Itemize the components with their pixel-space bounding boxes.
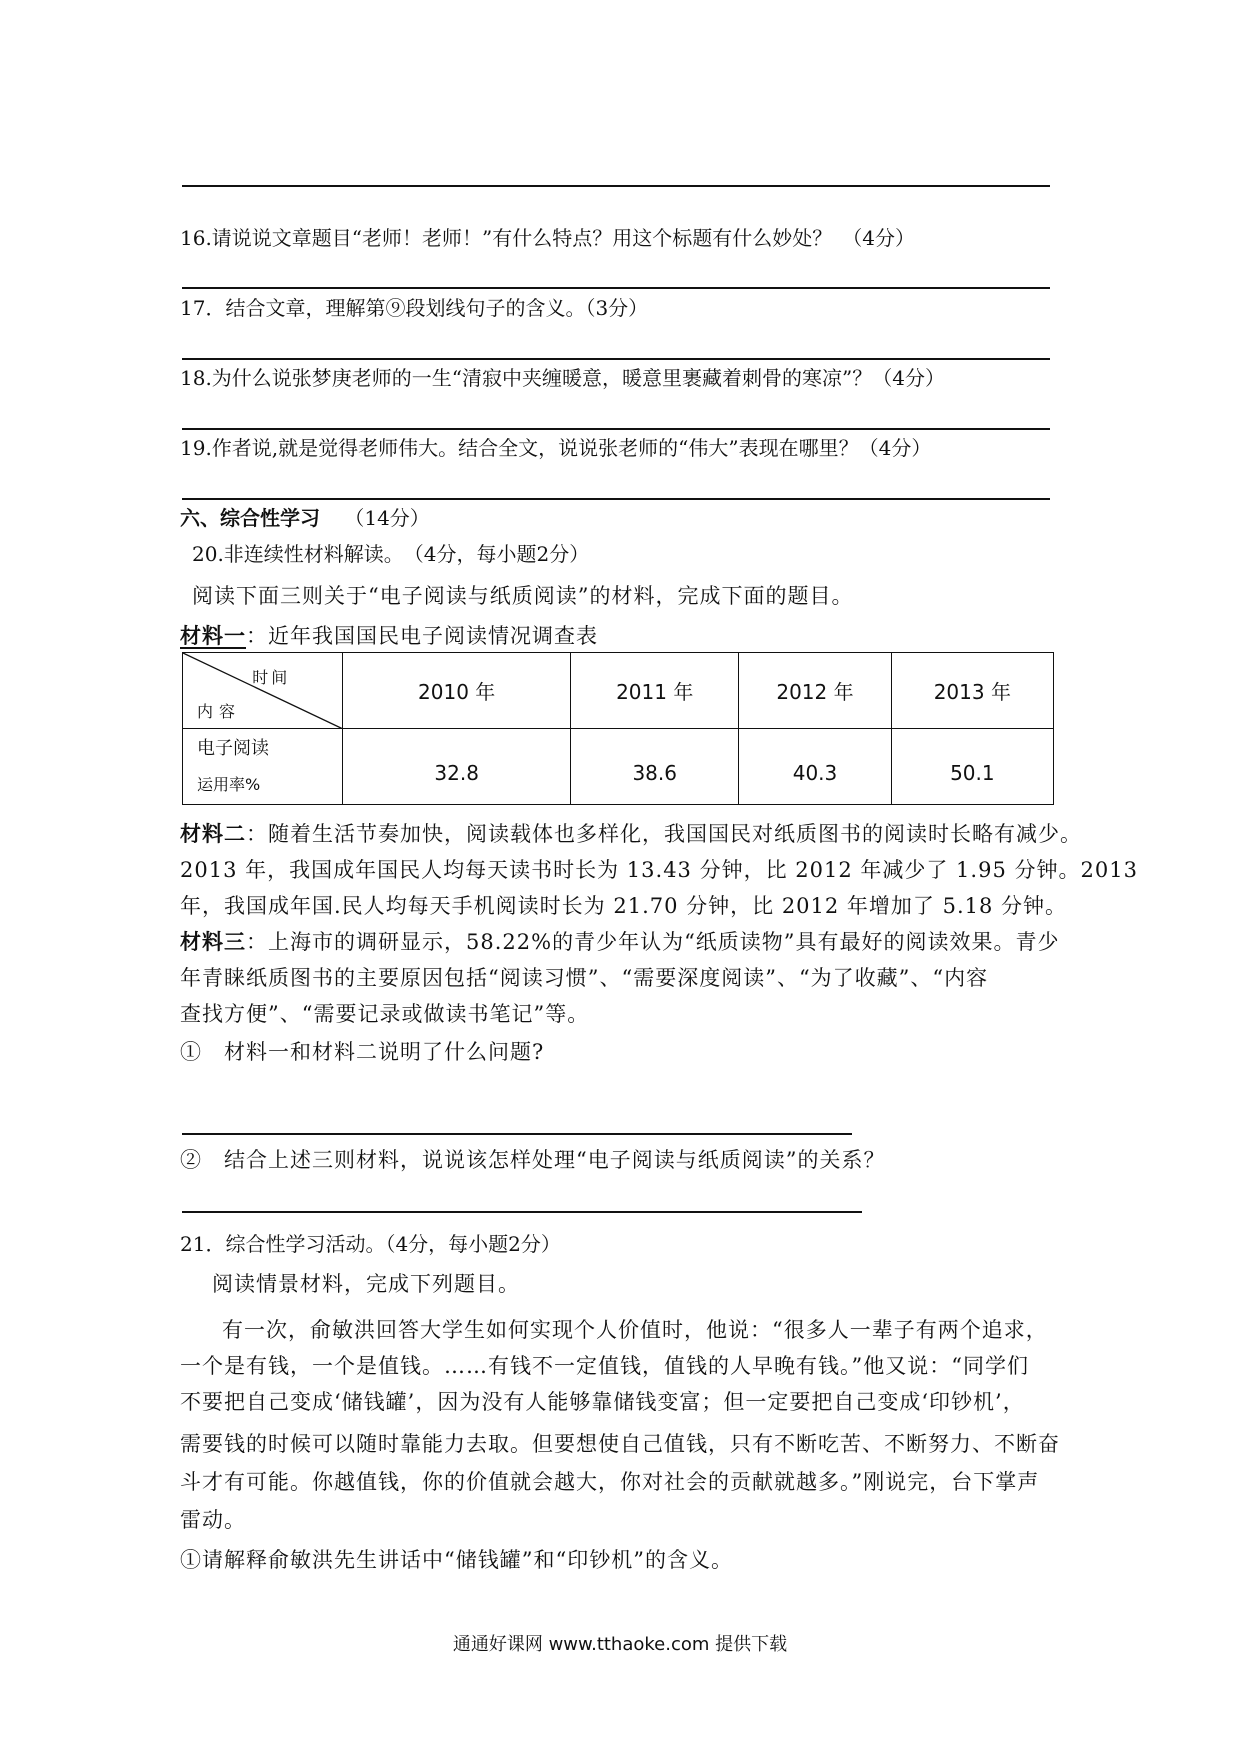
year-header: 2010 年: [343, 653, 571, 729]
material-1-label: 材料一: [180, 623, 246, 648]
material-1-caption: [180, 624, 598, 648]
answer-line: [182, 428, 1050, 430]
answer-line: [182, 185, 1050, 187]
material-3-label: 材料三: [180, 929, 246, 954]
material-3-line: [180, 930, 1060, 954]
answer-line: [182, 1211, 862, 1213]
passage-line: 一个是有钱，一个是值钱。……有钱不一定值钱，值钱的人早晚有钱。”他又说：“同学们: [180, 1354, 1029, 1378]
material-2-text: ：随着生活节奏加快，阅读载体也多样化，我国国民对纸质图书的阅读时长略有减少。: [246, 822, 1082, 846]
material-3-text: ：上海市的调研显示，58.22%的青少年认为“纸质读物”具有最好的阅读效果。青少: [246, 930, 1060, 954]
question-20-intro: 阅读下面三则关于“电子阅读与纸质阅读”的材料，完成下面的题目。: [192, 584, 854, 608]
row-header-line-2: 运用率%: [197, 774, 261, 794]
material-2-line: 2013 年，我国成年国民人均每天读书时长为 13.43 分钟，比 2012 年减少了 1.95 分钟。2013: [180, 858, 1138, 882]
page-footer: 通通好课网 www.tthaoke.com 提供下载: [452, 1634, 788, 1655]
answer-line: [182, 287, 1050, 289]
material-3-line: 年青睐纸质图书的主要原因包括“阅读习惯”、“需要深度阅读”、“为了收藏”、“内容: [180, 966, 989, 990]
corner-label-content: 内容: [197, 702, 242, 721]
passage-line: 需要钱的时候可以随时靠能力去取。但要想使自己值钱，只有不断吃苦、不断努力、不断奋: [180, 1432, 1060, 1456]
question-20-title: 20.非连续性材料解读。 （4分，每小题2分）: [192, 542, 590, 566]
question-21-sub-1: ①请解释俞敏洪先生讲话中“储钱罐”和“印钞机”的含义。: [180, 1548, 733, 1572]
section-title: 六、综合性学习: [180, 506, 320, 530]
passage-line: 不要把自己变成‘储钱罐’，因为没有人能够靠储钱变富；但一定要把自己变成‘印钞机’，: [180, 1390, 1025, 1414]
passage-line: 斗才有可能。你越值钱，你的价值就会越大，你对社会的贡献就越多。”刚说完，台下掌声: [180, 1470, 1040, 1494]
question-21-intro: 阅读情景材料，完成下列题目。: [212, 1272, 520, 1296]
question-20-sub-1: ① 材料一和材料二说明了什么问题?: [180, 1040, 545, 1064]
passage-line: 有一次，俞敏洪回答大学生如何实现个人价值时，他说：“很多人一辈子有两个追求，: [222, 1318, 1048, 1342]
question-19: 19.作者说,就是觉得老师伟大。结合全文，说说张老师的“伟大”表现在哪里？（4分）: [180, 436, 932, 460]
section-heading: [180, 506, 430, 530]
question-18: 18.为什么说张梦庚老师的一生“清寂中夹缠暖意，暖意里裹藏着刺骨的寒凉”？（4分）: [180, 366, 945, 390]
material-3-line: 查找方便”、“需要记录或做读书笔记”等。: [180, 1002, 590, 1026]
table-cell: 40.3: [739, 729, 891, 805]
table-corner-cell: [183, 653, 343, 729]
section-score: （14分）: [344, 506, 430, 530]
table-cell: 50.1: [891, 729, 1053, 805]
row-header: [183, 729, 343, 805]
question-21-title: 21．综合性学习活动。（4分，每小题2分）: [180, 1232, 561, 1256]
year-header: 2011 年: [571, 653, 739, 729]
material-2-line: 年，我国成年国.民人均每天手机阅读时长为 21.70 分钟，比 2012 年增加了 5.18 分钟。: [180, 894, 1068, 918]
reading-survey-table: [182, 652, 1054, 805]
material-2-label: 材料二: [180, 821, 246, 846]
answer-line: [182, 358, 1050, 360]
year-header: 2012 年: [739, 653, 891, 729]
question-20-sub-2: ② 结合上述三则材料，说说该怎样处理“电子阅读与纸质阅读”的关系？: [180, 1148, 886, 1172]
answer-line: [182, 498, 1050, 500]
answer-line: [182, 1133, 852, 1135]
row-header-line-1: 电子阅读: [197, 737, 269, 759]
material-2-line: [180, 822, 1082, 846]
year-header: 2013 年: [891, 653, 1053, 729]
passage-line: 雷动。: [180, 1508, 246, 1532]
table-cell: 38.6: [571, 729, 739, 805]
question-17: 17．结合文章，理解第⑨段划线句子的含义。（3分）: [180, 296, 649, 320]
material-1-text: ：近年我国国民电子阅读情况调查表: [246, 624, 598, 648]
table-cell: 32.8: [343, 729, 571, 805]
corner-label-time: 时间: [252, 668, 291, 687]
question-16: 16.请说说文章题目“老师！老师！”有什么特点？用这个标题有什么妙处？ （4分）: [180, 226, 915, 250]
